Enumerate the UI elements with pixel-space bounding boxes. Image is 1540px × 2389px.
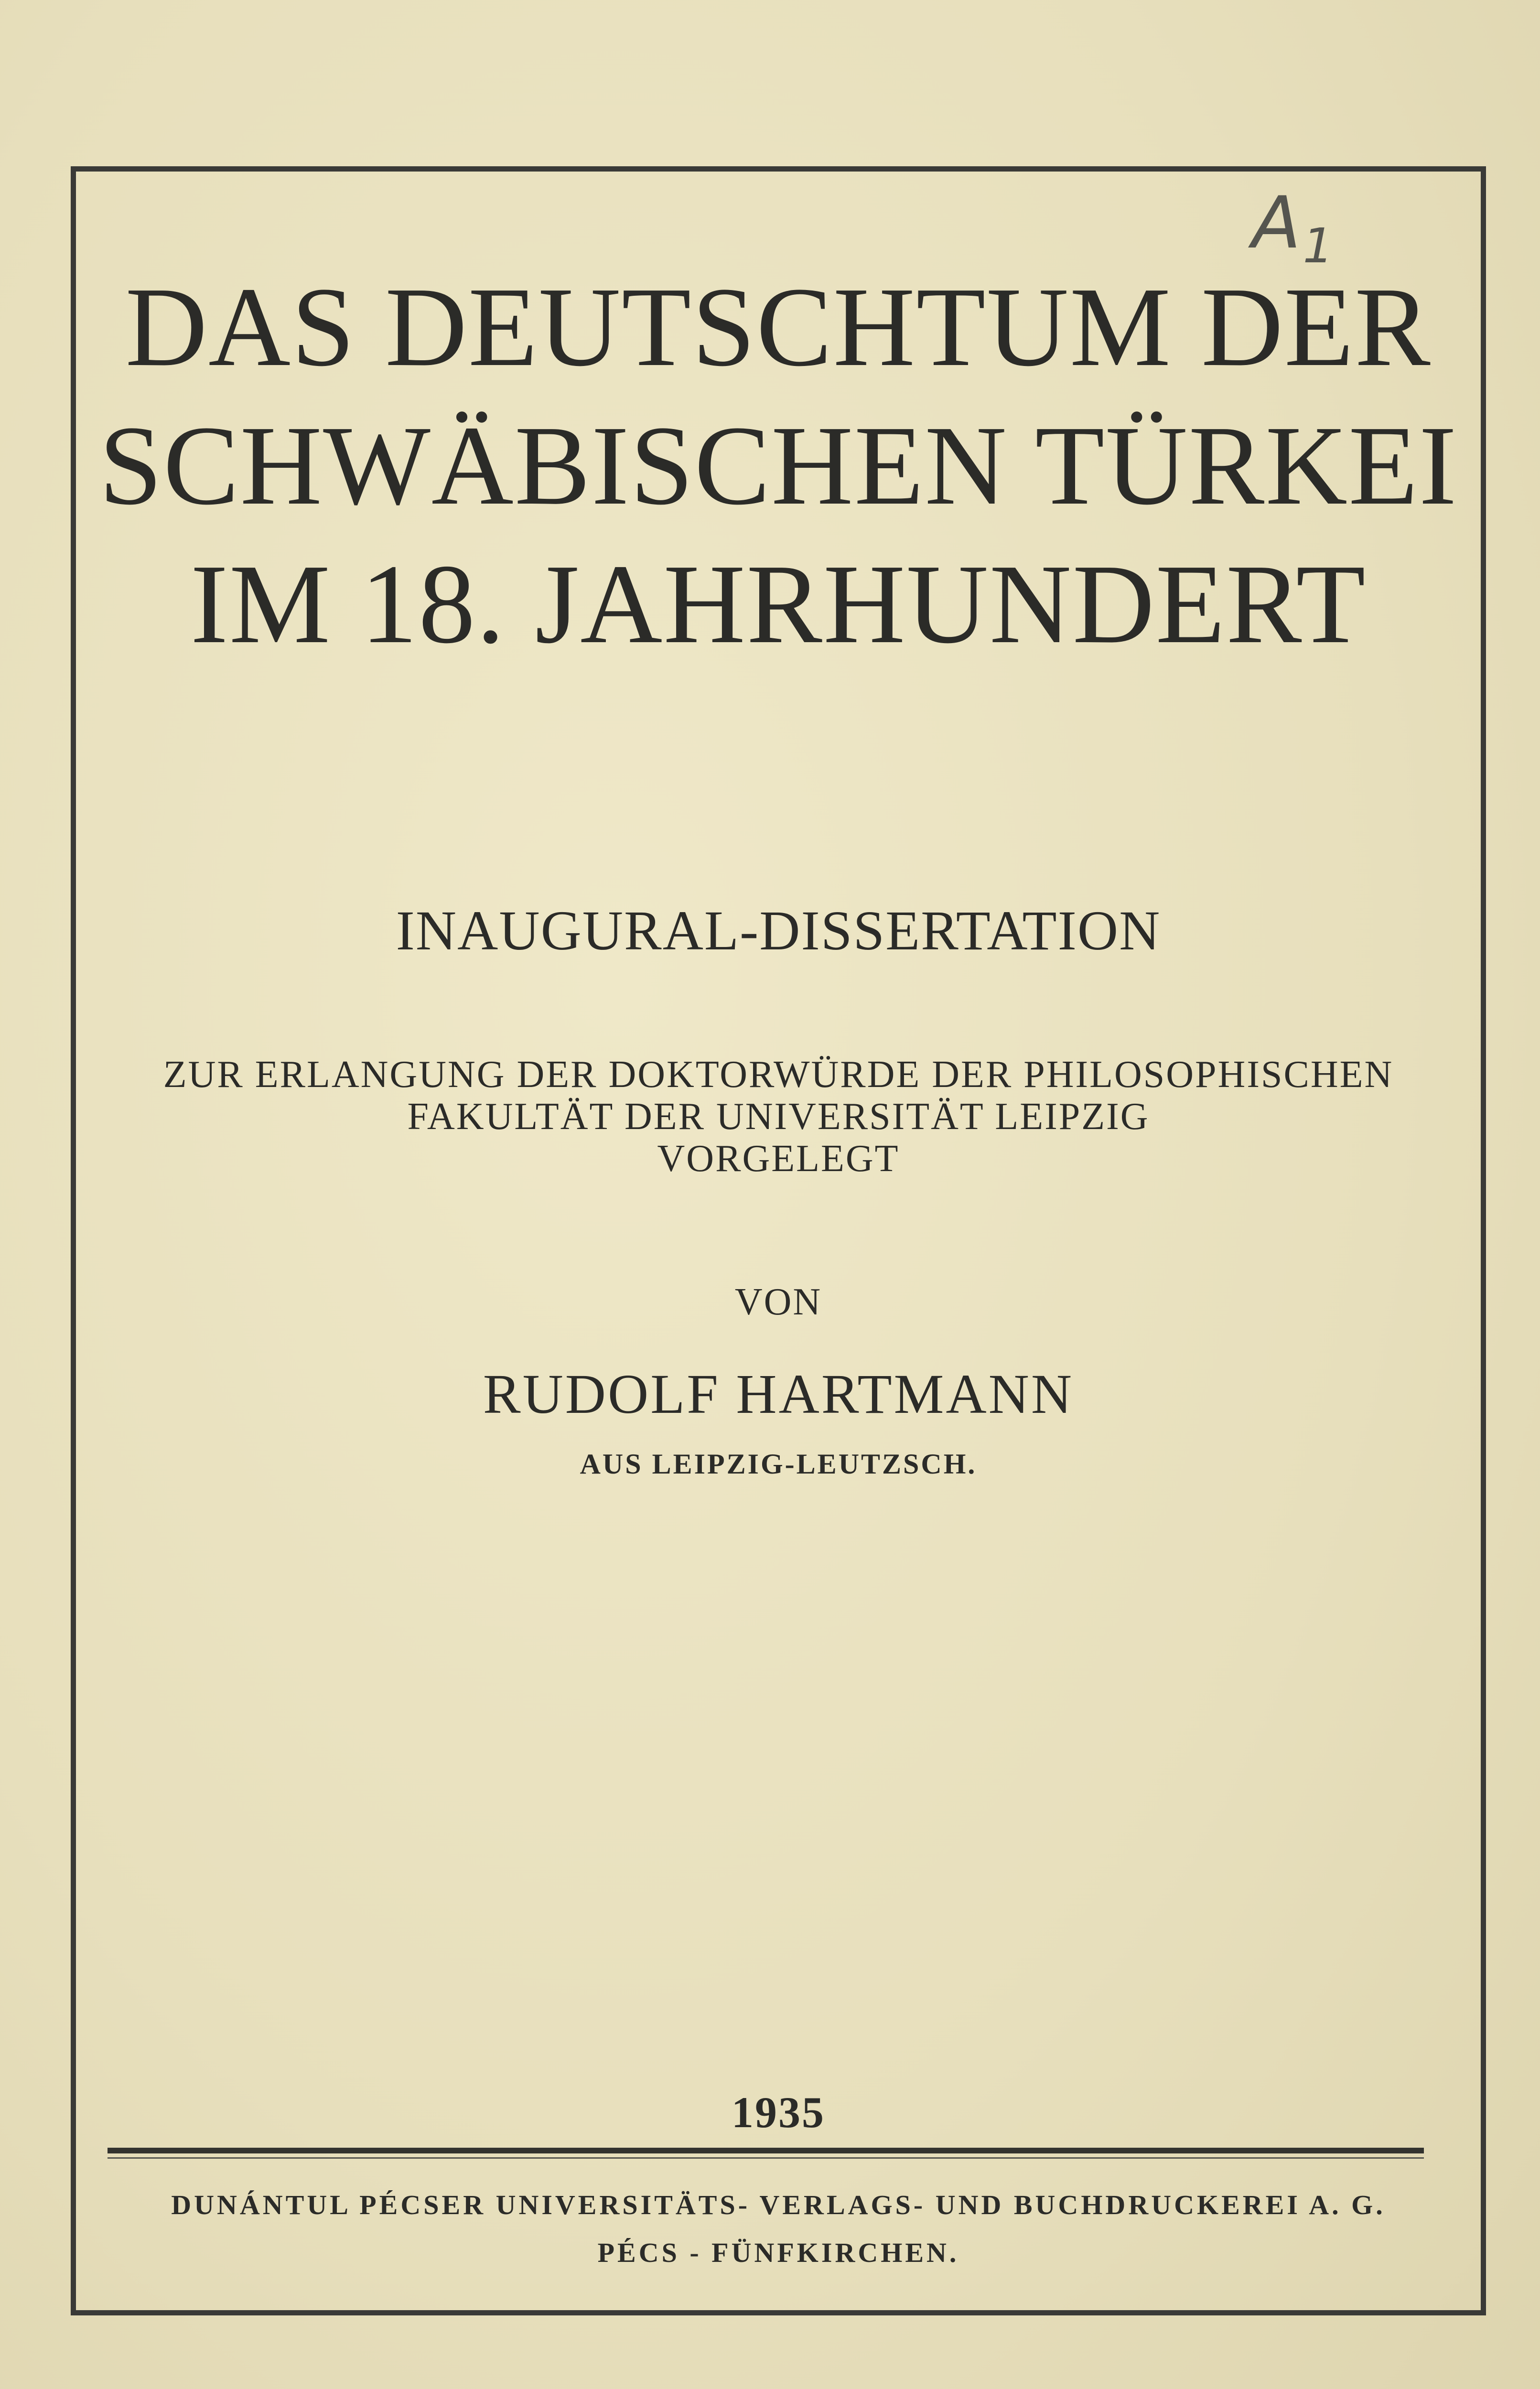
- title-line-1: DAS DEUTSCHTUM DER: [125, 264, 1432, 390]
- publisher-line-2: PÉCS - FÜNFKIRCHEN.: [597, 2237, 959, 2268]
- publisher-line-1: DUNÁNTUL PÉCSER UNIVERSITÄTS- VERLAGS- UND BUCHDRUCKEREI A. G.: [171, 2189, 1386, 2220]
- title-line-2: SCHWÄBISCHEN TÜRKEI: [99, 403, 1458, 528]
- book-title: [71, 258, 1486, 674]
- handwritten-shelf-mark: $A_1$: [1252, 182, 1335, 274]
- author-name: RUDOLF HARTMANN: [483, 1363, 1074, 1425]
- purpose-line-3: VORGELEGT: [657, 1138, 900, 1180]
- publication-year: 1935: [732, 2088, 825, 2137]
- by-label: VON: [734, 1281, 822, 1323]
- publisher-divider-thick: [108, 2148, 1424, 2153]
- purpose-line-2: FAKULTÄT DER UNIVERSITÄT LEIPZIG: [407, 1096, 1150, 1138]
- publisher-divider-thin: [108, 2157, 1424, 2159]
- dissertation-purpose: [71, 1054, 1486, 1180]
- author-origin: AUS LEIPZIG-LEUTZSCH.: [580, 1448, 977, 1480]
- purpose-line-1: ZUR ERLANGUNG DER DOKTORWÜRDE DER PHILOSOPHISCHEN: [163, 1054, 1394, 1096]
- publisher-imprint: [71, 2181, 1486, 2277]
- dissertation-label: INAUGURAL-DISSERTATION: [396, 899, 1161, 962]
- title-line-3: IM 18. JAHRHUNDERT: [190, 541, 1367, 667]
